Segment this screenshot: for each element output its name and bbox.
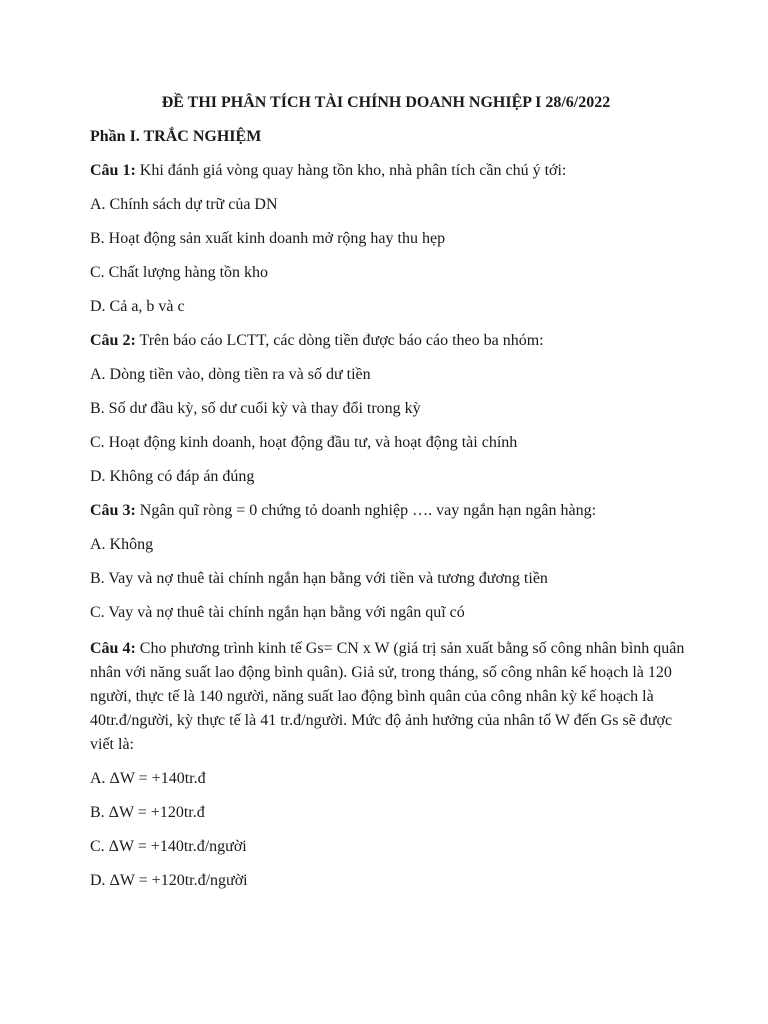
question-1 [90, 161, 690, 181]
question-text: Ngân quĩ ròng = 0 chứng tỏ doanh nghiệp …. vay ngắn hạn ngân hàng: [135, 502, 597, 519]
question-label: Câu 3: [90, 502, 136, 519]
answer-option-1b: B. Hoạt động sản xuất kinh doanh mở rộng hay thu hẹp [90, 230, 446, 247]
answer-option-3c: C. Vay và nợ thuê tài chính ngắn hạn bằng với ngân quĩ có [90, 604, 465, 621]
answer-option-4c: C. ΔW = +140tr.đ/người [90, 838, 247, 855]
answer-option-4a: A. ΔW = +140tr.đ [90, 770, 206, 787]
answer-option-1c: C. Chất lượng hàng tồn kho [90, 264, 269, 281]
question-4 [90, 637, 690, 757]
answer-option-2b: B. Số dư đầu kỳ, số dư cuối kỳ và thay đổi trong kỳ [90, 400, 421, 417]
answer-option-4b: B. ΔW = +120tr.đ [90, 804, 205, 821]
answer-option-3a: A. Không [90, 536, 154, 553]
answer-option-1d: D. Cả a, b và c [90, 298, 185, 315]
answer-option-2a: A. Dòng tiền vào, dòng tiền ra và số dư tiền [90, 366, 371, 383]
answer-option-1a: A. Chính sách dự trữ của DN [90, 196, 278, 213]
answer-option-3b: B. Vay và nợ thuê tài chính ngắn hạn bằng với tiền và tương đương tiền [90, 570, 548, 587]
question-text: Cho phương trình kinh tế Gs= CN x W (giá trị sản xuất bằng số công nhân bình quân nhân với năng suất lao động bình quân). Giả sử, trong tháng, số công nhân kế hoạch là 120 người, thực tế là 140 người, năng suất lao động bình quân của công nhân kỳ kế hoạch là 40tr.đ/người, kỳ thực tế là 41 tr.đ/người. Mức độ ảnh hưởng của nhân tố W đến Gs sẽ được viết là: [90, 640, 685, 753]
exam-page [90, 93, 690, 905]
answer-option-2c: C. Hoạt động kinh doanh, hoạt động đầu tư, và hoạt động tài chính [90, 434, 518, 451]
question-text: Trên báo cáo LCTT, các dòng tiền được báo cáo theo ba nhóm: [135, 332, 544, 349]
page-title: ĐỀ THI PHÂN TÍCH TÀI CHÍNH DOANH NGHIỆP I 28/6/2022 [161, 94, 611, 111]
question-label: Câu 4: [90, 640, 136, 657]
question-text: Khi đánh giá vòng quay hàng tồn kho, nhà phân tích cần chú ý tới: [135, 162, 567, 179]
question-2 [90, 331, 690, 351]
answer-option-4d: D. ΔW = +120tr.đ/người [90, 872, 248, 889]
section-heading: Phần I. TRẮC NGHIỆM [90, 128, 262, 145]
question-label: Câu 1: [90, 162, 136, 179]
question-label: Câu 2: [90, 332, 136, 349]
answer-option-2d: D. Không có đáp án đúng [90, 468, 255, 485]
question-3 [90, 501, 690, 521]
